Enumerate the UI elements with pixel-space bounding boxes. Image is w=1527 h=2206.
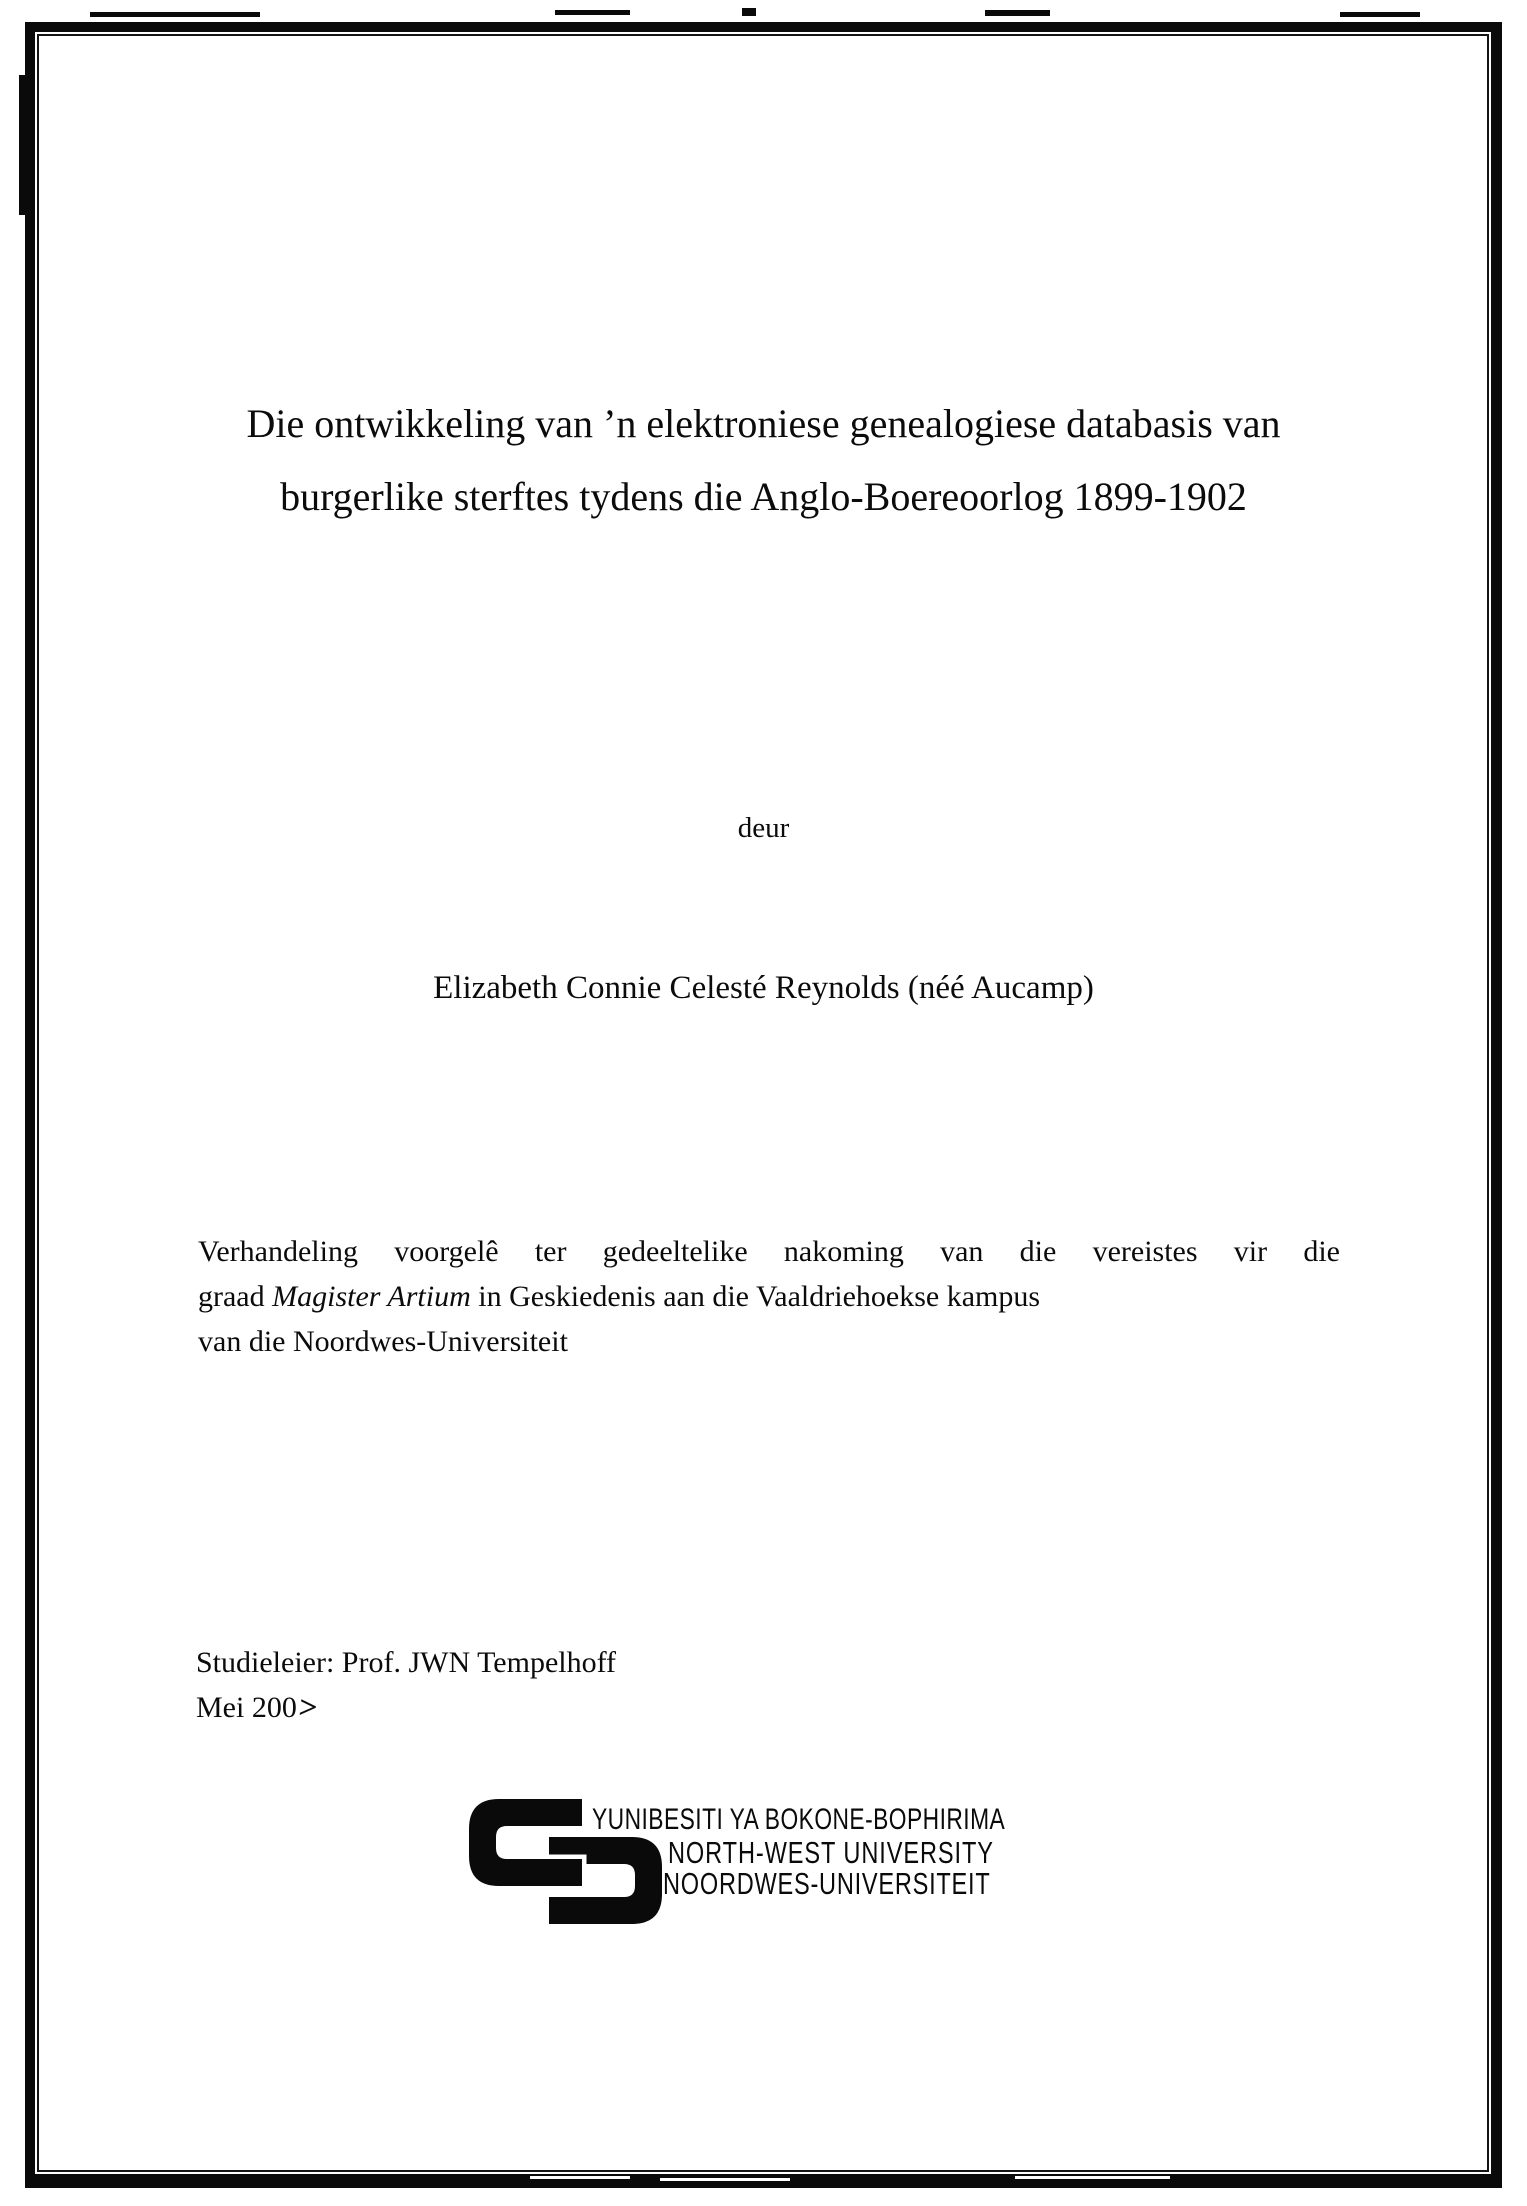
degree-statement-line2-pre: graad — [198, 1280, 273, 1313]
logo-text-setswana: YUNIBESITI YA BOKONE-BOPHIRIMA — [592, 1803, 1006, 1836]
scan-artifact — [530, 2176, 630, 2179]
scan-artifact — [1015, 2176, 1170, 2179]
degree-statement-line1: Verhandeling voorgelê ter gedeeltelike nakoming van die vereistes vir die — [198, 1235, 1340, 1268]
scan-artifact — [1340, 12, 1420, 17]
byline-label: deur — [737, 812, 790, 844]
degree-statement-line2 — [198, 1274, 1340, 1319]
supervisor-line: Studieleier: Prof. JWN Tempelhoff — [196, 1646, 617, 1679]
author-name: Elizabeth Connie Celesté Reynolds (néé Aucamp) — [433, 970, 1094, 1006]
thesis-title-line2: burgerlike sterftes tydens die Anglo-Boereoorlog 1899-1902 — [280, 474, 1247, 519]
logo-text-afrikaans: NOORDWES-UNIVERSITEIT — [663, 1866, 991, 1901]
scan-artifact — [985, 10, 1050, 16]
thesis-title-line1: Die ontwikkeling van ’n elektroniese genealogiese databasis van — [246, 401, 1281, 446]
degree-statement-line3: van die Noordwes-Universiteit — [198, 1325, 568, 1358]
scan-artifact — [660, 2178, 790, 2181]
degree-name: Magister Artium — [272, 1280, 471, 1313]
scan-artifact — [555, 10, 630, 15]
date-text: Mei 200 — [196, 1691, 297, 1724]
date-seven-glyph: > — [296, 1690, 320, 1725]
scan-artifact — [742, 8, 756, 16]
degree-statement — [198, 1229, 1340, 1364]
date-line — [196, 1689, 320, 1726]
thesis-title — [120, 402, 1407, 519]
logo-text-english: NORTH-WEST UNIVERSITY — [668, 1835, 994, 1870]
scan-artifact — [90, 12, 260, 17]
degree-statement-line2-post: in Geskiedenis aan die Vaaldriehoekse kampus — [470, 1280, 1041, 1313]
